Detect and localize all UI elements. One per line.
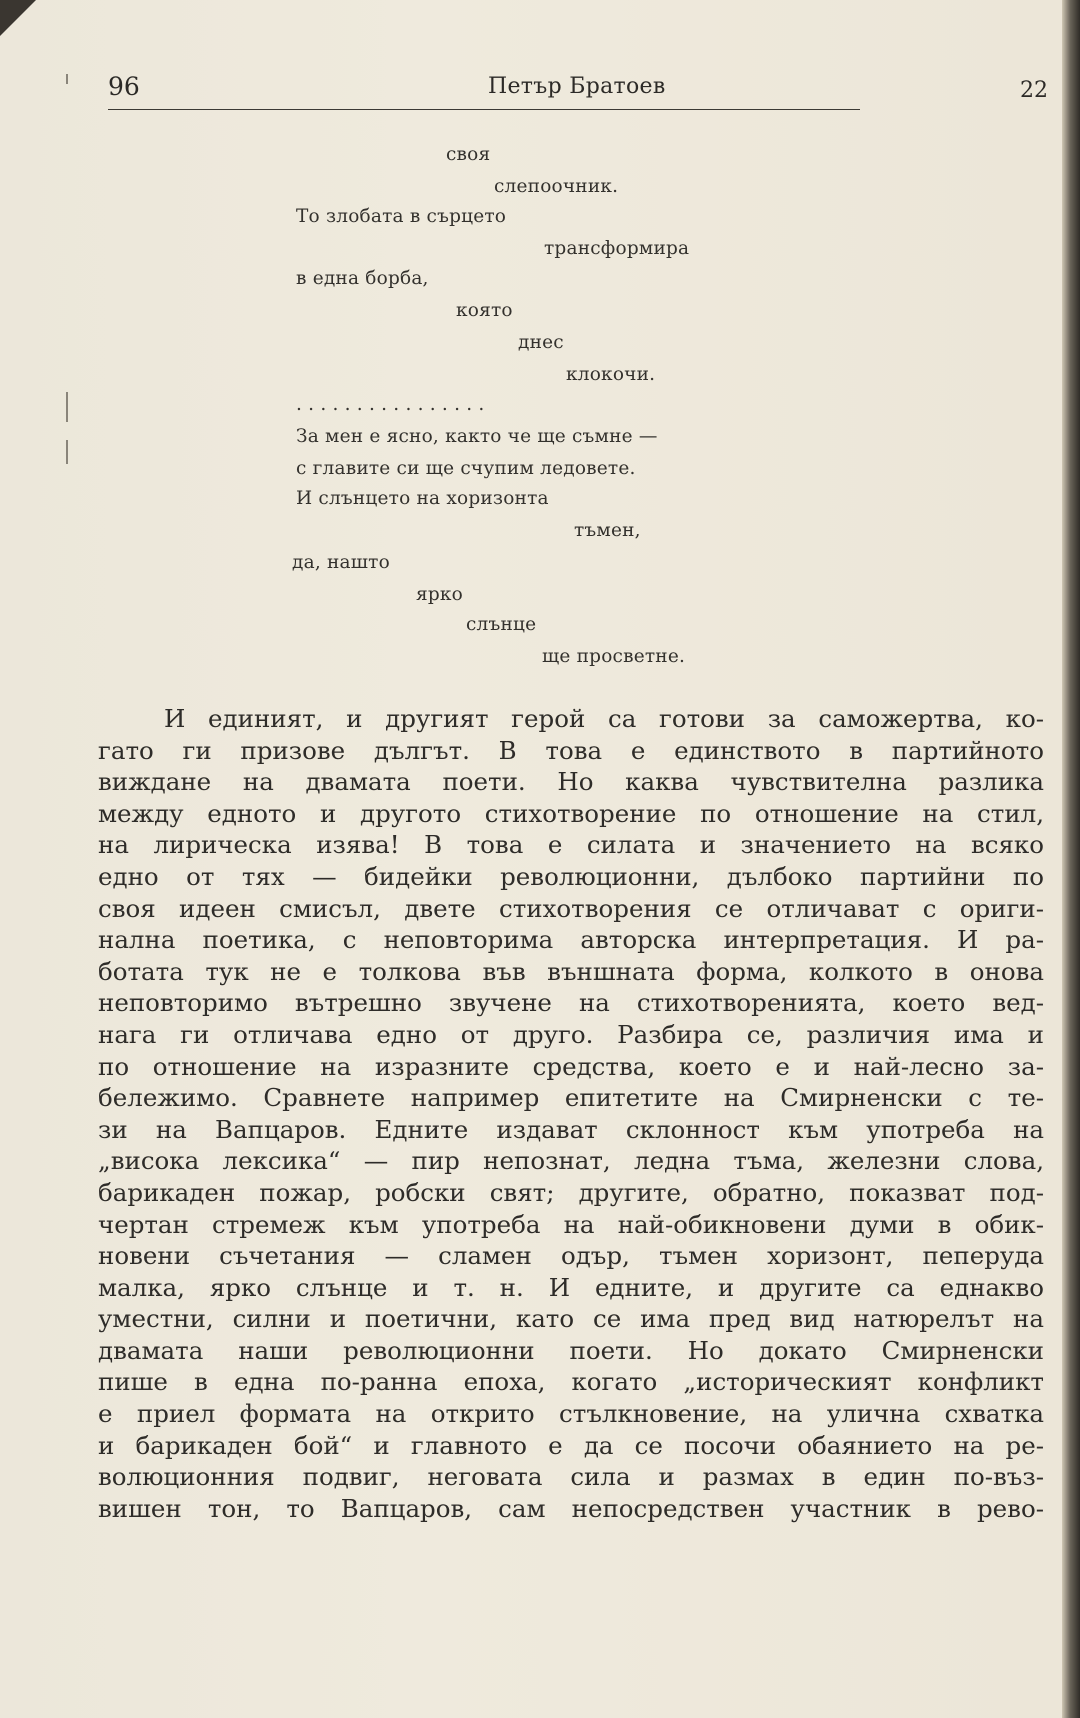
body-text	[98, 703, 1044, 1524]
text-line: ботата тук не е толкова във външната форма, колкото в онова	[98, 956, 1044, 986]
text-line: бележимо. Сравнете например епитетите на Смирненски с те-	[98, 1083, 1044, 1113]
poem-line: трансформира	[544, 238, 690, 259]
text-line: по отношение на изразните средства, което е и най-лесно за-	[98, 1051, 1044, 1081]
poem-line: И слънцето на хоризонта	[296, 488, 549, 509]
text-line: уместни, силни и поетични, като се има пред вид натюрелът на	[98, 1304, 1044, 1334]
poem-line: която	[456, 300, 513, 321]
poem-excerpt	[0, 0, 1062, 700]
text-line: двамата наши революционни поети. Но докато Смирненски	[98, 1335, 1044, 1365]
sheet-marker: 22	[1020, 78, 1048, 103]
text-line: „висока лексика“ — пир непознат, ледна тъма, железни слова,	[98, 1146, 1044, 1176]
text-line: И единият, и другият герой са готови за саможертва, ко-	[164, 704, 1044, 733]
text-line: нална поетика, с неповторима авторска интерпретация. И ра-	[98, 925, 1044, 955]
poem-line: да, нашто	[292, 552, 390, 573]
poem-line: ярко	[416, 584, 464, 605]
poem-line: клокочи.	[566, 364, 656, 385]
text-line: чертан стремеж към употреба на най-обикновени думи в обик-	[98, 1209, 1044, 1239]
text-line: между едното и другото стихотворение по отношение на стил,	[98, 798, 1044, 828]
poem-ellipsis: . . . . . . . . . . . . . . . .	[296, 394, 485, 415]
text-line: е приел формата на открито стълкновение, на улична схватка	[98, 1399, 1044, 1429]
text-line: гато ги призове дългът. В това е единството в партийното	[98, 735, 1044, 765]
poem-line: в една борба,	[296, 268, 429, 289]
text-line: на лирическа изява! В това е силата и значението на всяко	[98, 830, 1044, 860]
text-line: малка, ярко слънце и т. н. И едните, и другите са еднакво	[98, 1272, 1044, 1302]
text-line: едно от тях — бидейки революционни, дълбоко партийни по	[98, 861, 1044, 891]
text-line: зи на Вапцаров. Едните издават склонност към употреба на	[98, 1114, 1044, 1144]
text-line: нага ги отличава едно от друго. Разбира се, различия има и	[98, 1019, 1044, 1049]
text-line: волюционния подвиг, неговата сила и размах в един по-въз-	[98, 1462, 1044, 1492]
text-line: и барикаден бой“ и главното е да се посочи обаянието на ре-	[98, 1430, 1044, 1460]
poem-line: слънце	[466, 614, 537, 635]
poem-line: слепоочник.	[494, 176, 619, 197]
poem-line: днес	[518, 332, 564, 353]
page-number: 96	[108, 72, 140, 101]
text-line: барикаден пожар, робски свят; другите, обратно, показват под-	[98, 1177, 1044, 1207]
running-title: Петър Братоев	[488, 74, 666, 99]
text-line: виждане на двамата поети. Но каква чувствителна разлика	[98, 767, 1044, 797]
poem-line: своя	[446, 144, 491, 165]
poem-line: тъмен,	[574, 520, 641, 541]
poem-line: То злобата в сърцето	[296, 206, 507, 227]
text-line: неповторимо вътрешно звучене на стихотворенията, което вед-	[98, 988, 1044, 1018]
text-line: вишен тон, то Вапцаров, сам непосредствен участник в рево-	[98, 1493, 1044, 1523]
poem-line: с главите си ще счупим ледовете.	[296, 458, 636, 479]
poem-line: За мен е ясно, както че ще съмне —	[296, 426, 658, 447]
book-spine-shadow	[1062, 0, 1080, 1718]
poem-line: ще просветне.	[542, 646, 686, 667]
text-line: своя идеен смисъл, двете стихотворения се отличават с ориги-	[98, 893, 1044, 923]
text-line: новени съчетания — сламен одър, тъмен хоризонт, пеперуда	[98, 1241, 1044, 1271]
text-line: пише в една по-ранна епоха, когато „историческият конфликт	[98, 1367, 1044, 1397]
